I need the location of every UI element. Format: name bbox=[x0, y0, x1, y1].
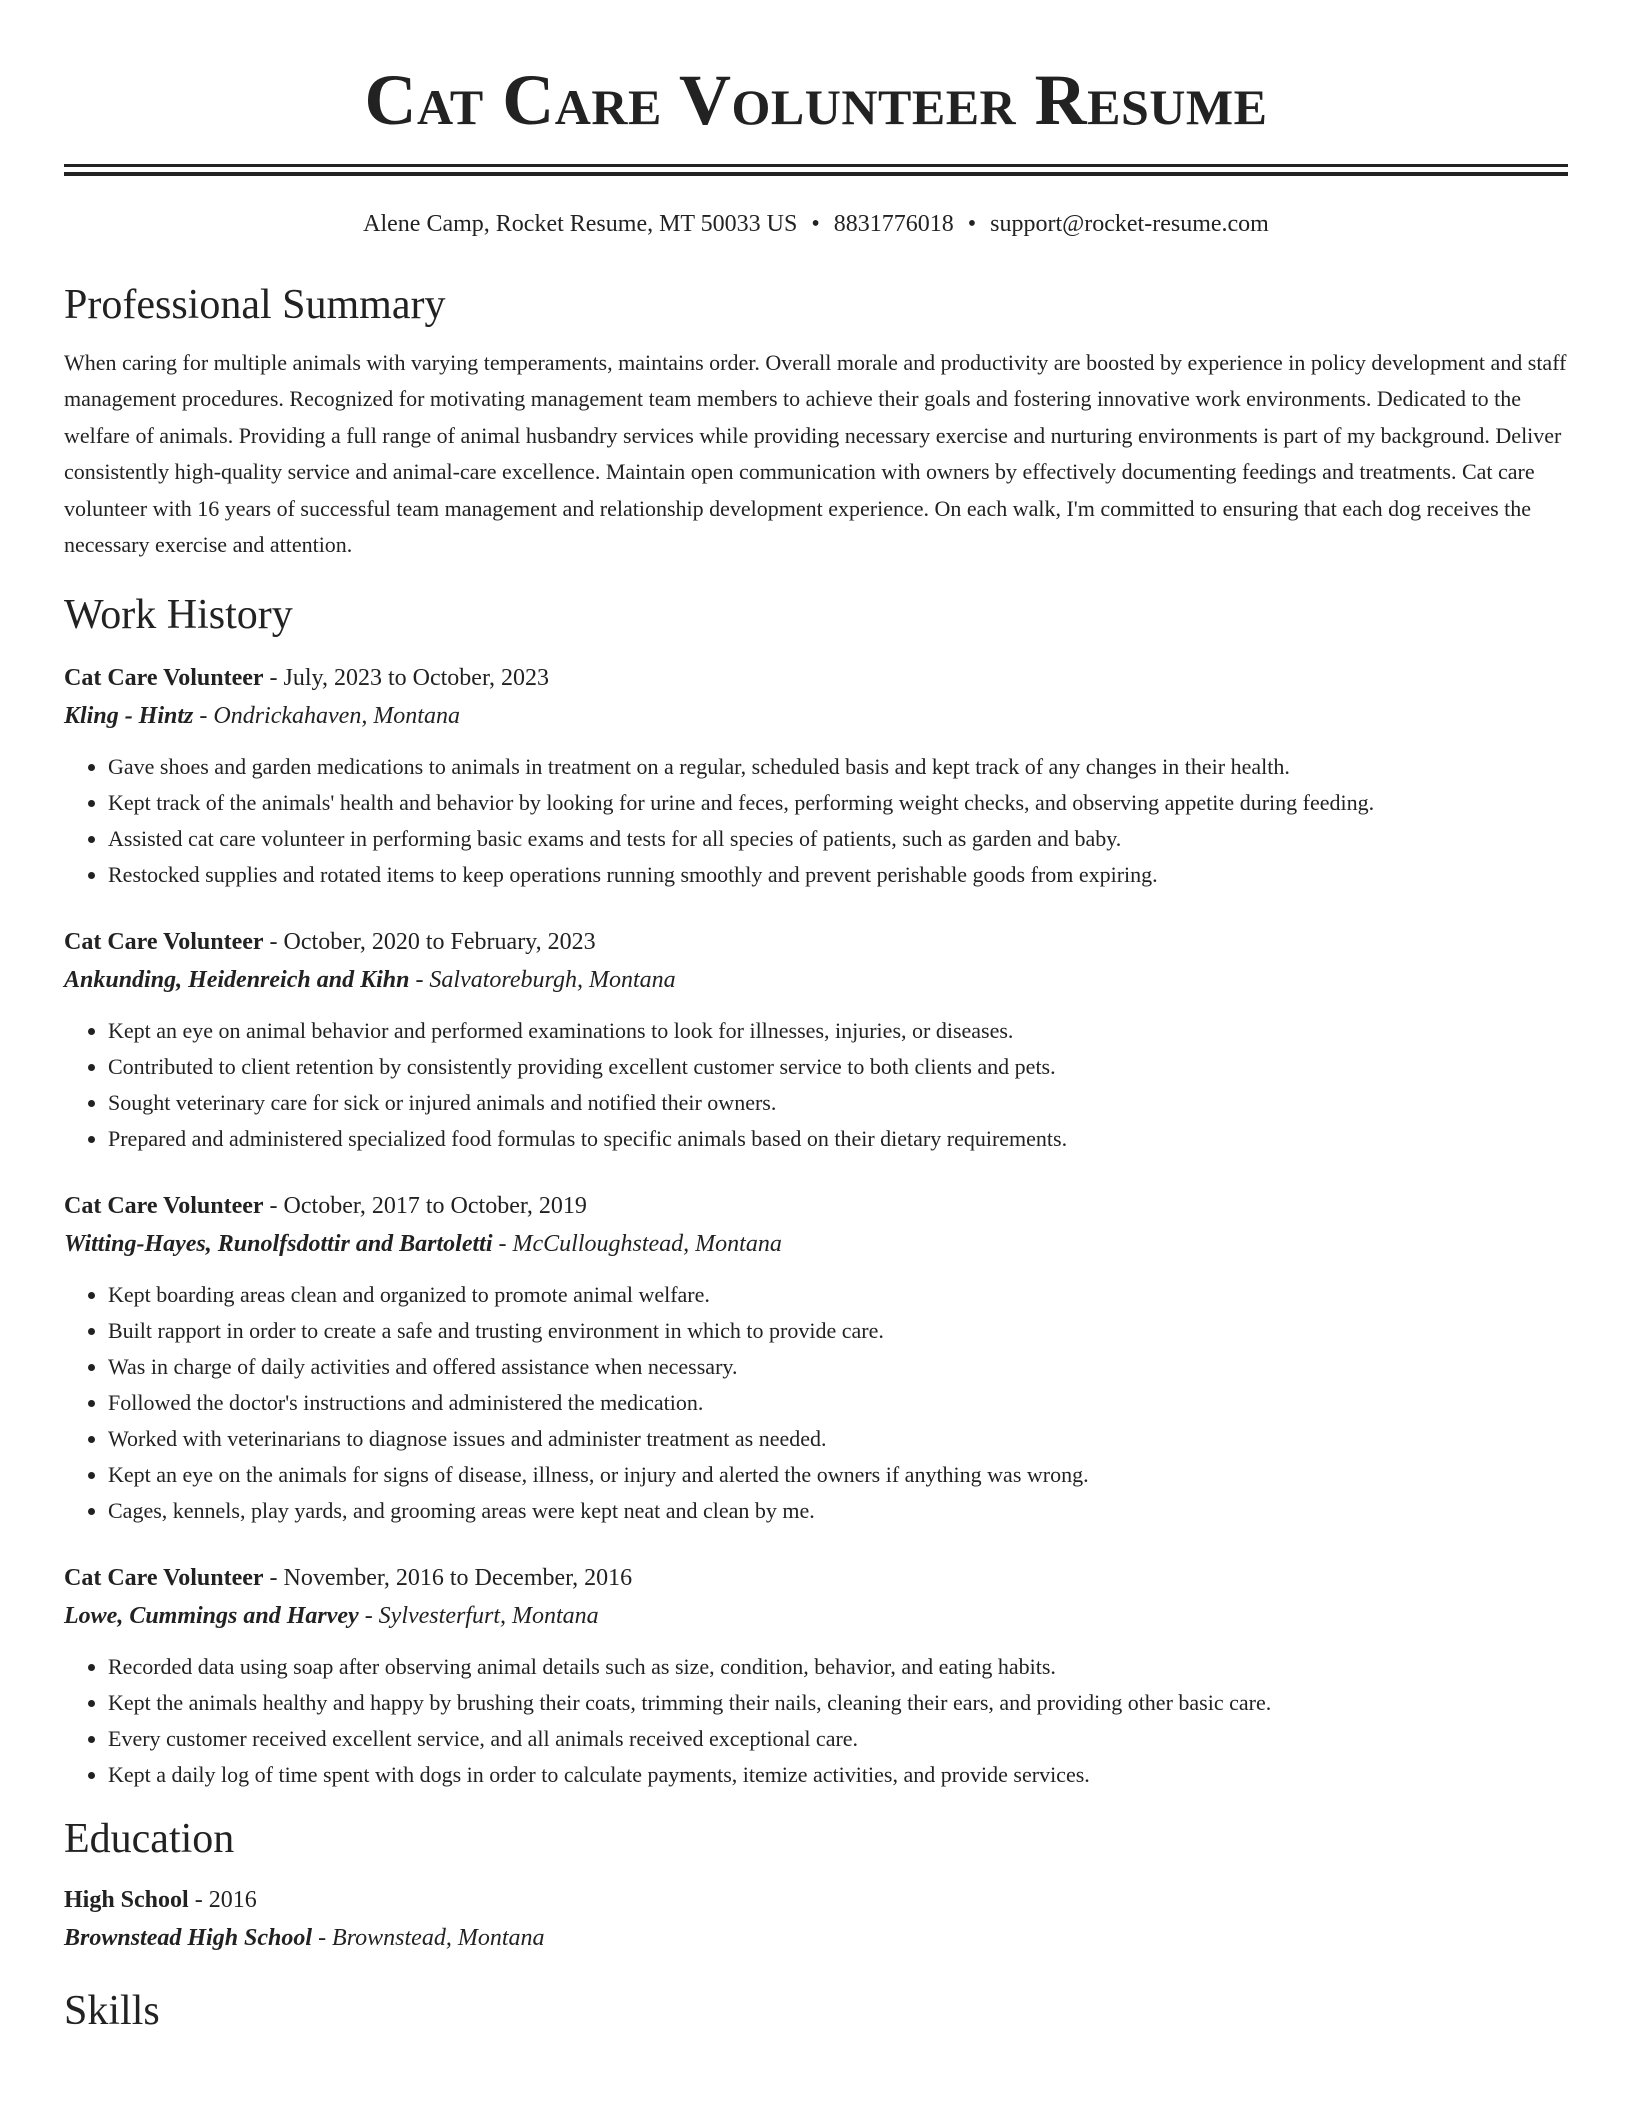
job-dates: - November, 2016 to December, 2016 bbox=[263, 1565, 633, 1592]
job-title-line bbox=[64, 1187, 1568, 1225]
bullet-item: • Contributed to client retention by consistently providing excellent customer service to both clients and pets. bbox=[108, 1049, 1568, 1085]
education-location: - Brownstead, Montana bbox=[312, 1925, 545, 1952]
skills-heading: Skills bbox=[64, 1988, 160, 2035]
job-dates: - October, 2020 to February, 2023 bbox=[263, 929, 596, 956]
education-school: Brownstead High School bbox=[64, 1925, 313, 1952]
bullet-item: • Gave shoes and garden medications to animals in treatment on a regular, scheduled basis and kept track of any changes in their health. bbox=[108, 749, 1568, 785]
bullet-item: • Prepared and administered specialized food formulas to specific animals based on their dietary requirements. bbox=[108, 1121, 1568, 1157]
job-org-line bbox=[64, 1597, 1568, 1635]
bullet-item: • Recorded data using soap after observing animal details such as size, condition, behavior, and eating habits. bbox=[108, 1649, 1568, 1685]
job-org: Kling - Hintz bbox=[64, 703, 194, 730]
job-title: Cat Care Volunteer bbox=[64, 929, 264, 956]
education-year: - 2016 bbox=[188, 1887, 257, 1914]
contact-phone: 8831776018 bbox=[833, 211, 954, 237]
bullet-item: • Built rapport in order to create a safe and trusting environment in which to provide care. bbox=[108, 1313, 1568, 1349]
bullet-item: • Kept boarding areas clean and organized to promote animal welfare. bbox=[108, 1277, 1568, 1313]
job-org-line bbox=[64, 697, 1568, 735]
education-degree-line bbox=[64, 1881, 1568, 1919]
job-location: - Salvatoreburgh, Montana bbox=[409, 967, 676, 994]
bullet-item: • Worked with veterinarians to diagnose issues and administer treatment as needed. bbox=[108, 1421, 1568, 1457]
contact-email: support@rocket-resume.com bbox=[990, 211, 1269, 237]
education-entry bbox=[64, 1881, 1568, 1957]
job-entry bbox=[64, 1559, 1568, 1793]
bullet-item: • Kept an eye on the animals for signs of disease, illness, or injury and alerted the owners if anything was wrong. bbox=[108, 1457, 1568, 1493]
job-title-line bbox=[64, 923, 1568, 961]
bullet-item: • Kept a daily log of time spent with dogs in order to calculate payments, itemize activities, and provide services. bbox=[108, 1757, 1568, 1793]
work-history-heading: Work History bbox=[64, 592, 293, 639]
bullet-item: • Kept the animals healthy and happy by brushing their coats, trimming their nails, cleaning their ears, and providing other basic care. bbox=[108, 1685, 1568, 1721]
bullet-item: • Cages, kennels, play yards, and grooming areas were kept neat and clean by me. bbox=[108, 1493, 1568, 1529]
bullet-item: • Every customer received excellent service, and all animals received exceptional care. bbox=[108, 1721, 1568, 1757]
job-location: - Ondrickahaven, Montana bbox=[193, 703, 460, 730]
summary-text: When caring for multiple animals with varying temperaments, maintains order. Overall morale and productivity are boosted by experience in policy development and staff management procedures. Recognized for motivating management team members to achieve their goals and fostering innovative work environments. Dedicated to the welfare of animals. Providing a full range of animal husbandry services while providing necessary exercise and nurturing environments is part of my background. Deliver consistently high-quality service and animal-care excellence. Maintain open communication with owners by effectively documenting feedings and treatments. Cat care volunteer with 16 years of successful team management and relationship development experience. On each walk, I'm committed to ensuring that each dog receives the necessary exercise and attention. bbox=[64, 350, 1567, 558]
bullet-item: • Followed the doctor's instructions and administered the medication. bbox=[108, 1385, 1568, 1421]
bullet-item: • Kept an eye on animal behavior and performed examinations to look for illnesses, injuries, or diseases. bbox=[108, 1013, 1568, 1049]
job-entry bbox=[64, 1187, 1568, 1529]
bullet-item: • Was in charge of daily activities and offered assistance when necessary. bbox=[108, 1349, 1568, 1385]
job-bullets bbox=[64, 1013, 1568, 1157]
job-location: - McCulloughstead, Montana bbox=[492, 1231, 782, 1258]
job-title-line bbox=[64, 659, 1568, 697]
bullet-item: • Restocked supplies and rotated items to keep operations running smoothly and prevent perishable goods from expiring. bbox=[108, 857, 1568, 893]
job-org: Witting-Hayes, Runolfsdottir and Bartoletti bbox=[64, 1231, 493, 1258]
education-heading: Education bbox=[64, 1816, 235, 1863]
contact-separator: • bbox=[967, 211, 977, 237]
bullet-item: • Sought veterinary care for sick or injured animals and notified their owners. bbox=[108, 1085, 1568, 1121]
bullet-item: • Kept track of the animals' health and behavior by looking for urine and feces, performing weight checks, and observing appetite during feeding. bbox=[108, 785, 1568, 821]
job-org: Lowe, Cummings and Harvey bbox=[64, 1603, 359, 1630]
resume-title: Cat Care Volunteer Resume bbox=[364, 60, 1268, 140]
education-degree: High School bbox=[64, 1887, 189, 1914]
job-dates: - July, 2023 to October, 2023 bbox=[263, 665, 549, 692]
education-school-line bbox=[64, 1919, 1568, 1957]
job-dates: - October, 2017 to October, 2019 bbox=[263, 1193, 587, 1220]
job-org-line bbox=[64, 1225, 1568, 1263]
job-title: Cat Care Volunteer bbox=[64, 1565, 264, 1592]
job-entry bbox=[64, 923, 1568, 1157]
contact-address: Alene Camp, Rocket Resume, MT 50033 US bbox=[363, 211, 798, 237]
job-entry bbox=[64, 659, 1568, 893]
job-bullets bbox=[64, 1277, 1568, 1529]
job-org: Ankunding, Heidenreich and Kihn bbox=[64, 967, 410, 994]
job-org-line bbox=[64, 961, 1568, 999]
job-title: Cat Care Volunteer bbox=[64, 1193, 264, 1220]
title-divider bbox=[64, 164, 1568, 167]
bullet-item: • Assisted cat care volunteer in performing basic exams and tests for all species of patients, such as garden and baby. bbox=[108, 821, 1568, 857]
job-bullets bbox=[64, 749, 1568, 893]
job-title-line bbox=[64, 1559, 1568, 1597]
summary-heading: Professional Summary bbox=[64, 282, 446, 328]
job-bullets bbox=[64, 1649, 1568, 1793]
contact-line bbox=[64, 209, 1568, 239]
contact-separator: • bbox=[811, 211, 820, 237]
job-location: - Sylvesterfurt, Montana bbox=[358, 1603, 599, 1630]
job-title: Cat Care Volunteer bbox=[64, 665, 264, 692]
